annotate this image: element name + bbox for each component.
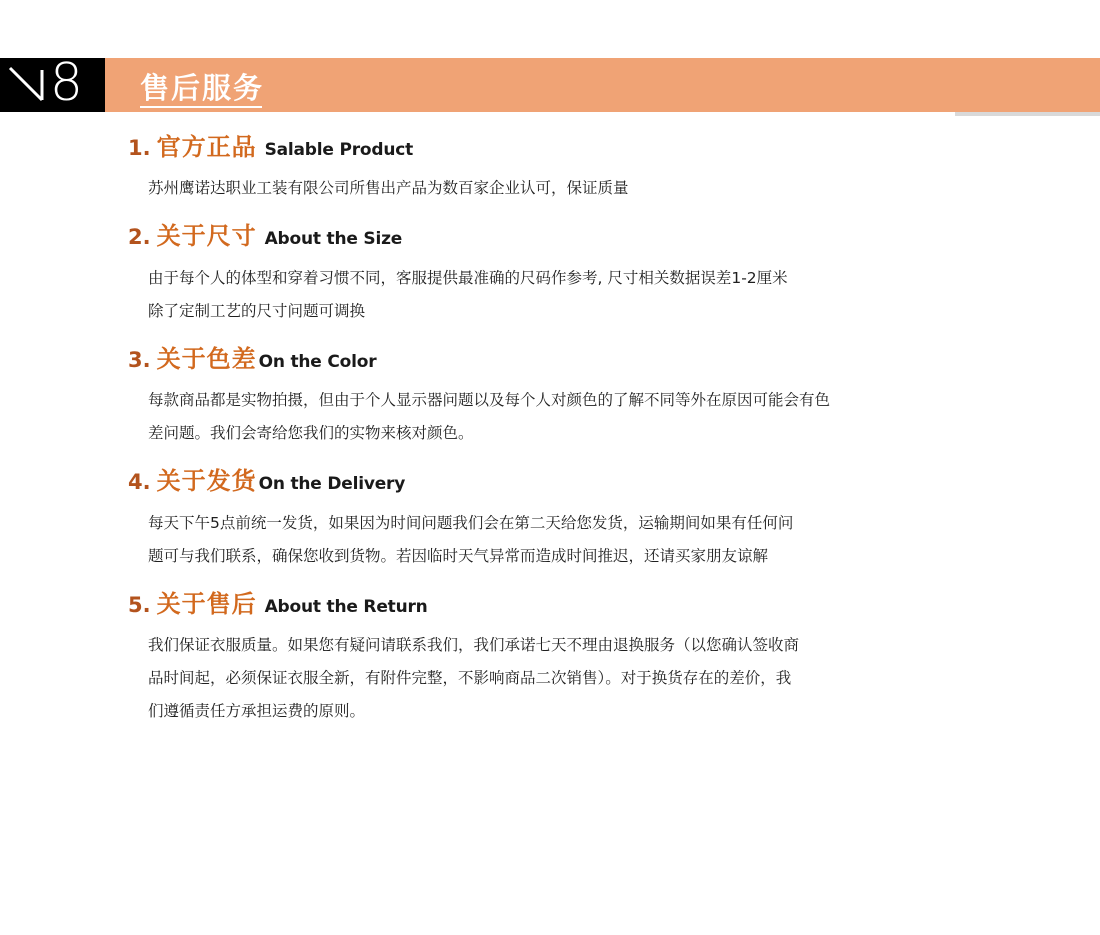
body-line: 我们保证衣服质量。如果您有疑问请联系我们，我们承诺七天不理由退换服务（以您确认签收商 — [148, 635, 800, 654]
body-line: 苏州鹰诺达职业工装有限公司所售出产品为数百家企业认可，保证质量 — [148, 179, 629, 198]
section-on-the-color — [0, 346, 1100, 450]
section-title-cn: 关于售后 — [156, 589, 257, 618]
section-heading — [0, 223, 1100, 249]
section-title-cn: 官方正品 — [156, 133, 257, 161]
section-heading — [0, 591, 1100, 617]
body-line: 们遵循责任方承担运费的原则。 — [148, 701, 366, 720]
banner-title: 售后服务 — [140, 71, 265, 105]
section-body — [0, 384, 1100, 450]
section-body — [0, 629, 1100, 728]
section-title-en: About the Return — [264, 596, 428, 617]
section-salable-product — [0, 134, 1100, 205]
section-about-the-return — [0, 591, 1100, 728]
content-area — [0, 112, 1100, 728]
body-line: 品时间起，必须保证衣服全新，有附件完整，不影响商品二次销售）。对于换货存在的差价，我 — [148, 668, 792, 687]
section-on-the-delivery — [0, 468, 1100, 572]
section-about-the-size — [0, 223, 1100, 327]
banner-number: 8 — [49, 58, 83, 112]
section-heading — [0, 346, 1100, 372]
section-title-en: On the Delivery — [258, 474, 406, 495]
section-number: 2. — [128, 225, 151, 250]
body-line: 由于每个人的体型和穿着习惯不同，客服提供最准确的尺码作参考, 尺寸相关数据误差1-2厘米 — [148, 268, 788, 287]
body-line: 题可与我们联系，确保您收到货物。若因临时天气异常而造成时间推迟，还请买家朋友谅解 — [148, 546, 769, 565]
section-title-cn: 关于尺寸 — [156, 222, 257, 251]
body-line: 差问题。我们会寄给您我们的实物来核对颜色。 — [148, 424, 474, 443]
banner-title-underline — [140, 106, 262, 108]
section-body — [0, 507, 1100, 573]
section-title-en: On the Color — [258, 351, 377, 372]
section-number: 3. — [128, 347, 151, 372]
section-title-en: Salable Product — [264, 140, 414, 160]
section-heading — [0, 134, 1100, 160]
section-body — [0, 262, 1100, 328]
section-title-cn: 关于发货 — [156, 467, 257, 496]
section-title-cn: 关于色差 — [156, 344, 257, 373]
banner-number-box — [0, 58, 105, 112]
body-line: 每天下午5点前统一发货，如果因为时间问题我们会在第二天给您发货，运输期间如果有任何问 — [148, 513, 794, 532]
section-banner — [0, 58, 1100, 112]
section-number: 1. — [128, 136, 151, 160]
section-title-en: About the Size — [264, 229, 403, 250]
body-line: 每款商品都是实物拍摄，但由于个人显示器问题以及每个人对颜色的了解不同等外在原因可能会有色 — [148, 391, 831, 410]
section-number: 5. — [128, 592, 151, 617]
section-heading — [0, 468, 1100, 494]
body-line: 除了定制工艺的尺寸问题可调换 — [148, 301, 366, 320]
section-number: 4. — [128, 470, 151, 495]
section-body — [0, 172, 1100, 205]
